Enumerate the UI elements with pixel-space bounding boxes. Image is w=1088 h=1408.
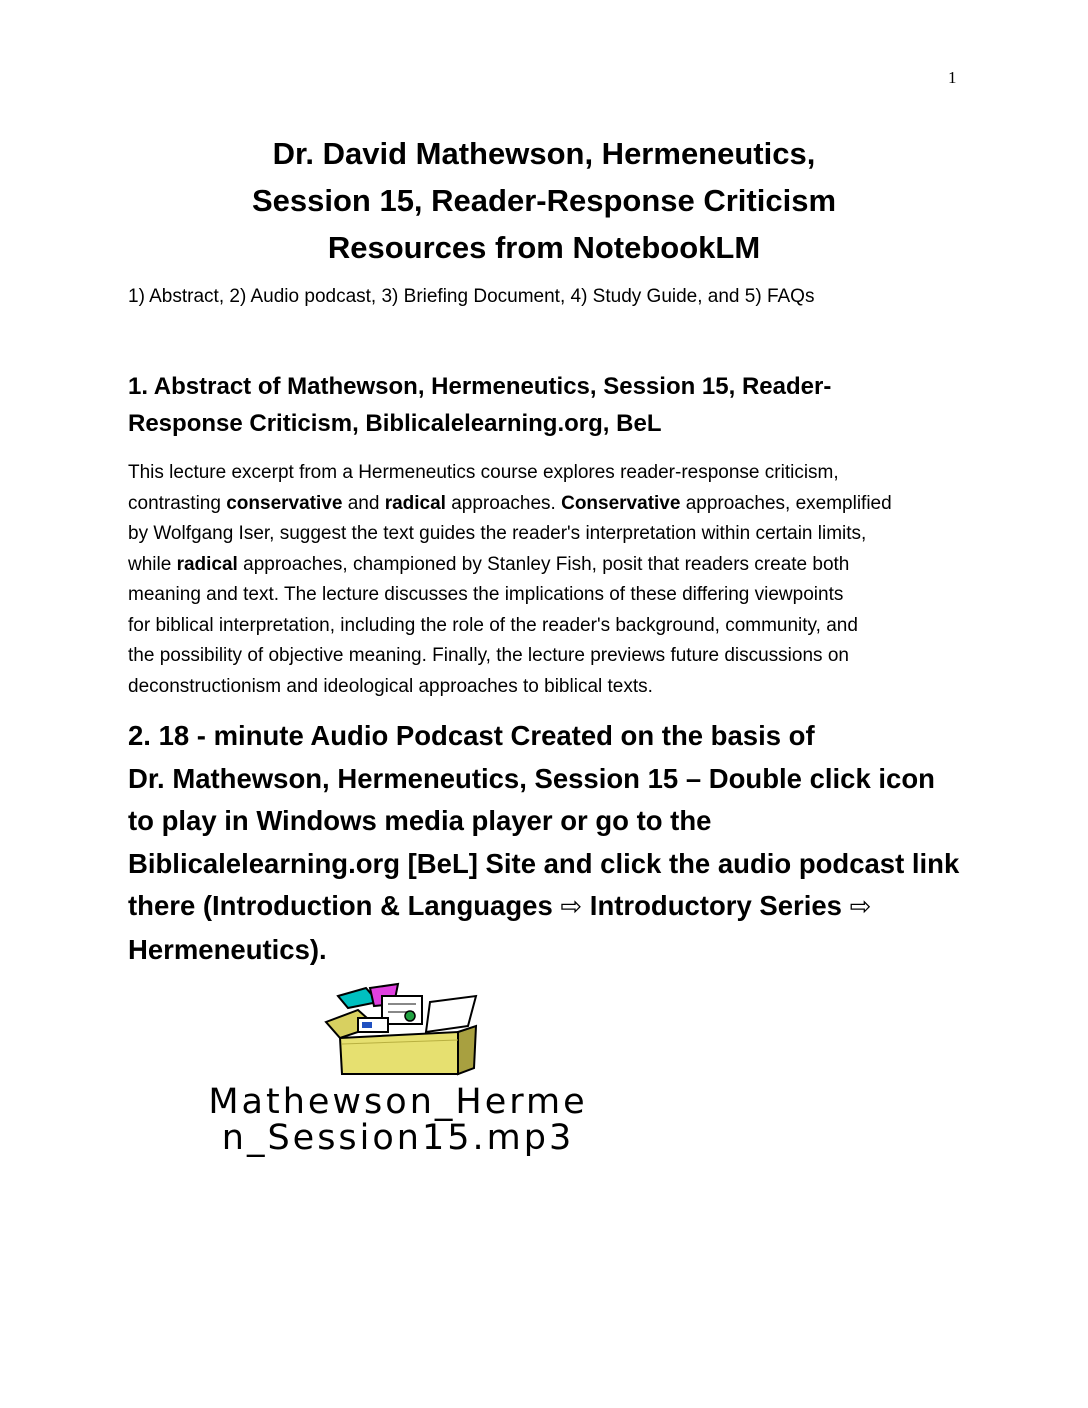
right-arrow-icon: ⇨	[560, 892, 583, 922]
section-2-line: Hermeneutics).	[128, 933, 327, 965]
file-name-line-2: n_Session15.mp3	[221, 1118, 575, 1158]
document-title	[0, 130, 1088, 271]
bold-term-conservative: conservative	[226, 492, 343, 514]
section-2-line: Dr. Mathewson, Hermeneutics, Session 15 – Double click icon	[128, 762, 935, 794]
page-number: 1	[948, 68, 957, 87]
abstract-line	[128, 489, 968, 520]
title-line-3: Resources from NotebookLM	[327, 230, 761, 265]
section-2-heading	[128, 715, 959, 971]
text-run: approaches.	[445, 492, 562, 514]
text-run: there (Introduction & Languages	[128, 890, 561, 921]
title-line-2: Session 15, Reader-Response Criticism	[251, 183, 837, 218]
section-2-line	[128, 885, 959, 929]
contents-list: 1) Abstract, 2) Audio podcast, 3) Briefing Document, 4) Study Guide, and 5) FAQs	[128, 286, 815, 307]
section-1-heading-line-2: Response Criticism, Biblicalelearning.org, BeL	[128, 410, 662, 437]
section-2-line: 2. 18 - minute Audio Podcast Created on the basis of	[128, 720, 815, 751]
text-run: approaches, exemplified	[680, 492, 892, 514]
text-run: and	[342, 492, 385, 514]
package-icon[interactable]	[318, 982, 480, 1078]
abstract-line: the possibility of objective meaning. Finally, the lecture previews future discussions on	[128, 645, 849, 666]
section-2-line: Biblicalelearning.org [BeL] Site and click the audio podcast link	[128, 847, 960, 879]
section-1-heading	[128, 368, 831, 442]
abstract-line: deconstructionism and ideological approaches to biblical texts.	[128, 675, 653, 697]
section-2-line: to play in Windows media player or go to the	[128, 805, 712, 836]
abstract-line: This lecture excerpt from a Hermeneutics course explores reader-response criticism,	[128, 462, 839, 483]
right-arrow-icon: ⇨	[849, 892, 872, 922]
bold-term-radical: radical	[176, 553, 238, 575]
file-name-line-1: Mathewson_Herme	[208, 1082, 588, 1122]
text-run: contrasting	[128, 492, 227, 514]
abstract-line: by Wolfgang Iser, suggest the text guides the reader's interpretation within certain limits,	[128, 523, 867, 544]
text-run: while	[128, 553, 177, 575]
bold-term-radical: radical	[384, 492, 446, 514]
text-run: Introductory Series	[582, 890, 850, 921]
title-line-1: Dr. David Mathewson, Hermeneutics,	[272, 136, 816, 171]
section-1-heading-line-1: 1. Abstract of Mathewson, Hermeneutics, Session 15, Reader-	[128, 373, 832, 400]
abstract-paragraph	[128, 458, 968, 702]
abstract-line: meaning and text. The lecture discusses the implications of these differing viewpoints	[128, 584, 844, 605]
abstract-line	[128, 550, 968, 581]
text-run: approaches, championed by Stanley Fish, posit that readers create both	[237, 553, 850, 575]
podcast-file-label[interactable]	[128, 1084, 668, 1156]
abstract-line: for biblical interpretation, including the role of the reader's background, community, and	[128, 614, 858, 636]
bold-term-conservative: Conservative	[561, 492, 681, 514]
